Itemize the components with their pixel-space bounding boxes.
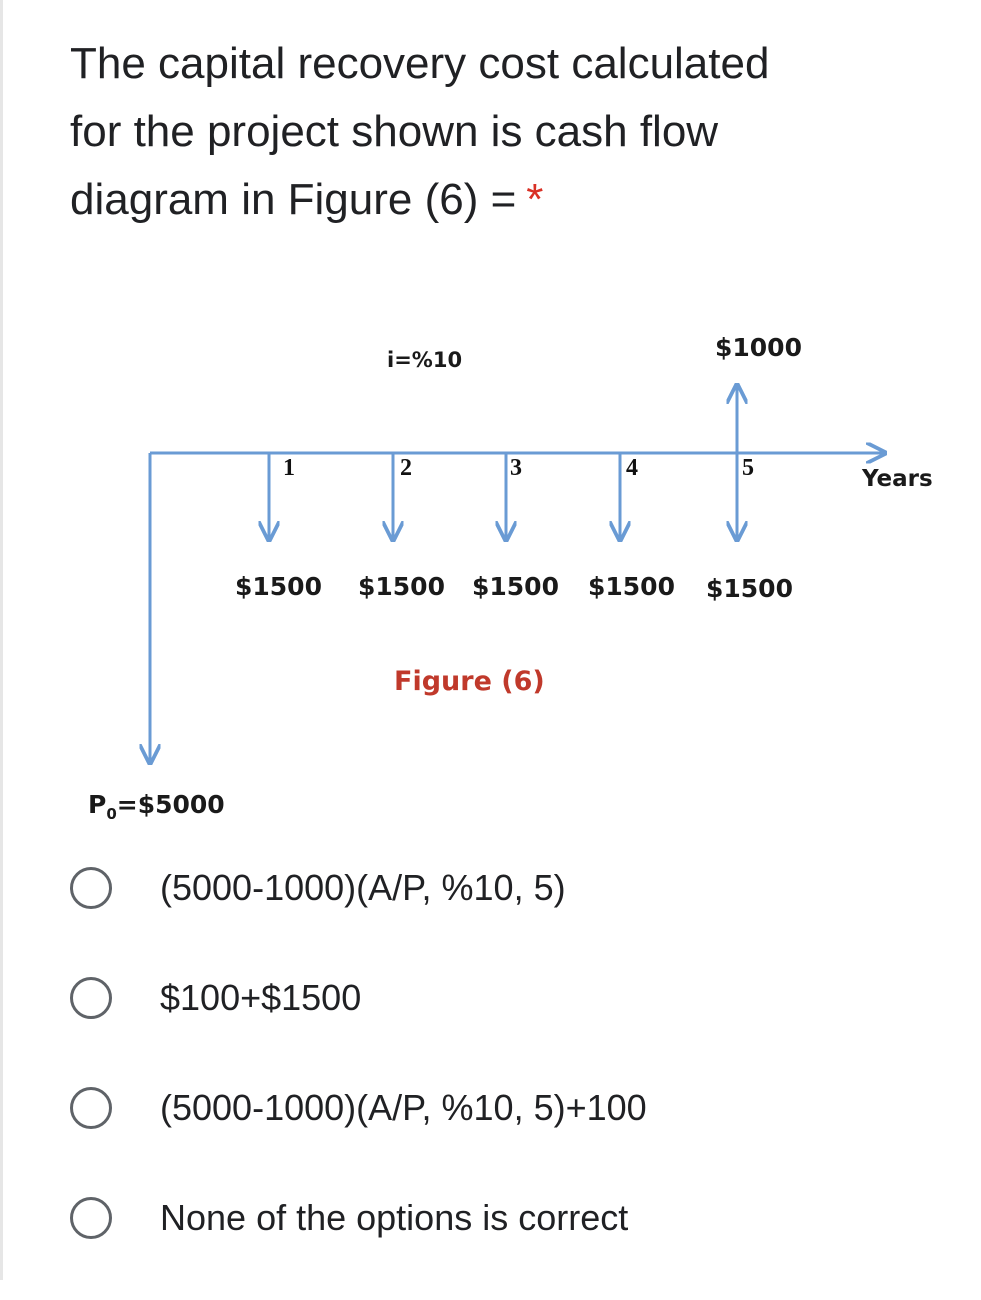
radio-button-2[interactable] [70,977,112,1019]
axis-label-years: Years [862,466,933,492]
initial-cost-symbol: P [88,790,107,819]
period-label-2: 2 [400,455,412,481]
cash-flow-diagram [0,300,981,840]
radio-button-3[interactable] [70,1087,112,1129]
cost-label-3: $1500 [472,572,559,601]
radio-button-4[interactable] [70,1197,112,1239]
option-label-4: None of the options is correct [160,1197,629,1238]
radio-button-1[interactable] [70,867,112,909]
question-line-2: for the project shown is cash flow [70,107,719,156]
period-label-5: 5 [742,455,754,481]
period-label-3: 3 [510,455,522,481]
option-label-3: (5000-1000)(A/P, %10, 5)+100 [160,1087,647,1128]
figure-caption: Figure (6) [394,666,545,697]
question-line-1: The capital recovery cost calculated [70,39,770,88]
option-1[interactable] [70,860,950,916]
required-asterisk: * [526,175,544,224]
question-line-3-text: diagram in Figure (6) = [70,175,517,224]
answer-options [70,860,950,1300]
cash-flow-arrows [0,300,981,840]
period-label-1: 1 [283,455,295,481]
option-4[interactable] [70,1190,950,1246]
cost-label-4: $1500 [588,572,675,601]
period-label-4: 4 [626,455,638,481]
initial-cost-subscript: 0 [106,805,117,823]
option-2[interactable] [70,970,950,1026]
option-label-2: $100+$1500 [160,977,362,1018]
receipt-amount-label: $1000 [715,333,802,362]
initial-cost-label [88,790,225,823]
question-text [70,30,870,234]
interest-rate-label: i=%10 [387,348,463,372]
initial-cost-value: =$5000 [116,790,225,819]
question-line-3 [70,166,870,234]
cost-label-1: $1500 [235,572,322,601]
option-3[interactable] [70,1080,950,1136]
option-label-1: (5000-1000)(A/P, %10, 5) [160,867,566,908]
cost-label-2: $1500 [358,572,445,601]
cost-label-5: $1500 [706,574,793,603]
